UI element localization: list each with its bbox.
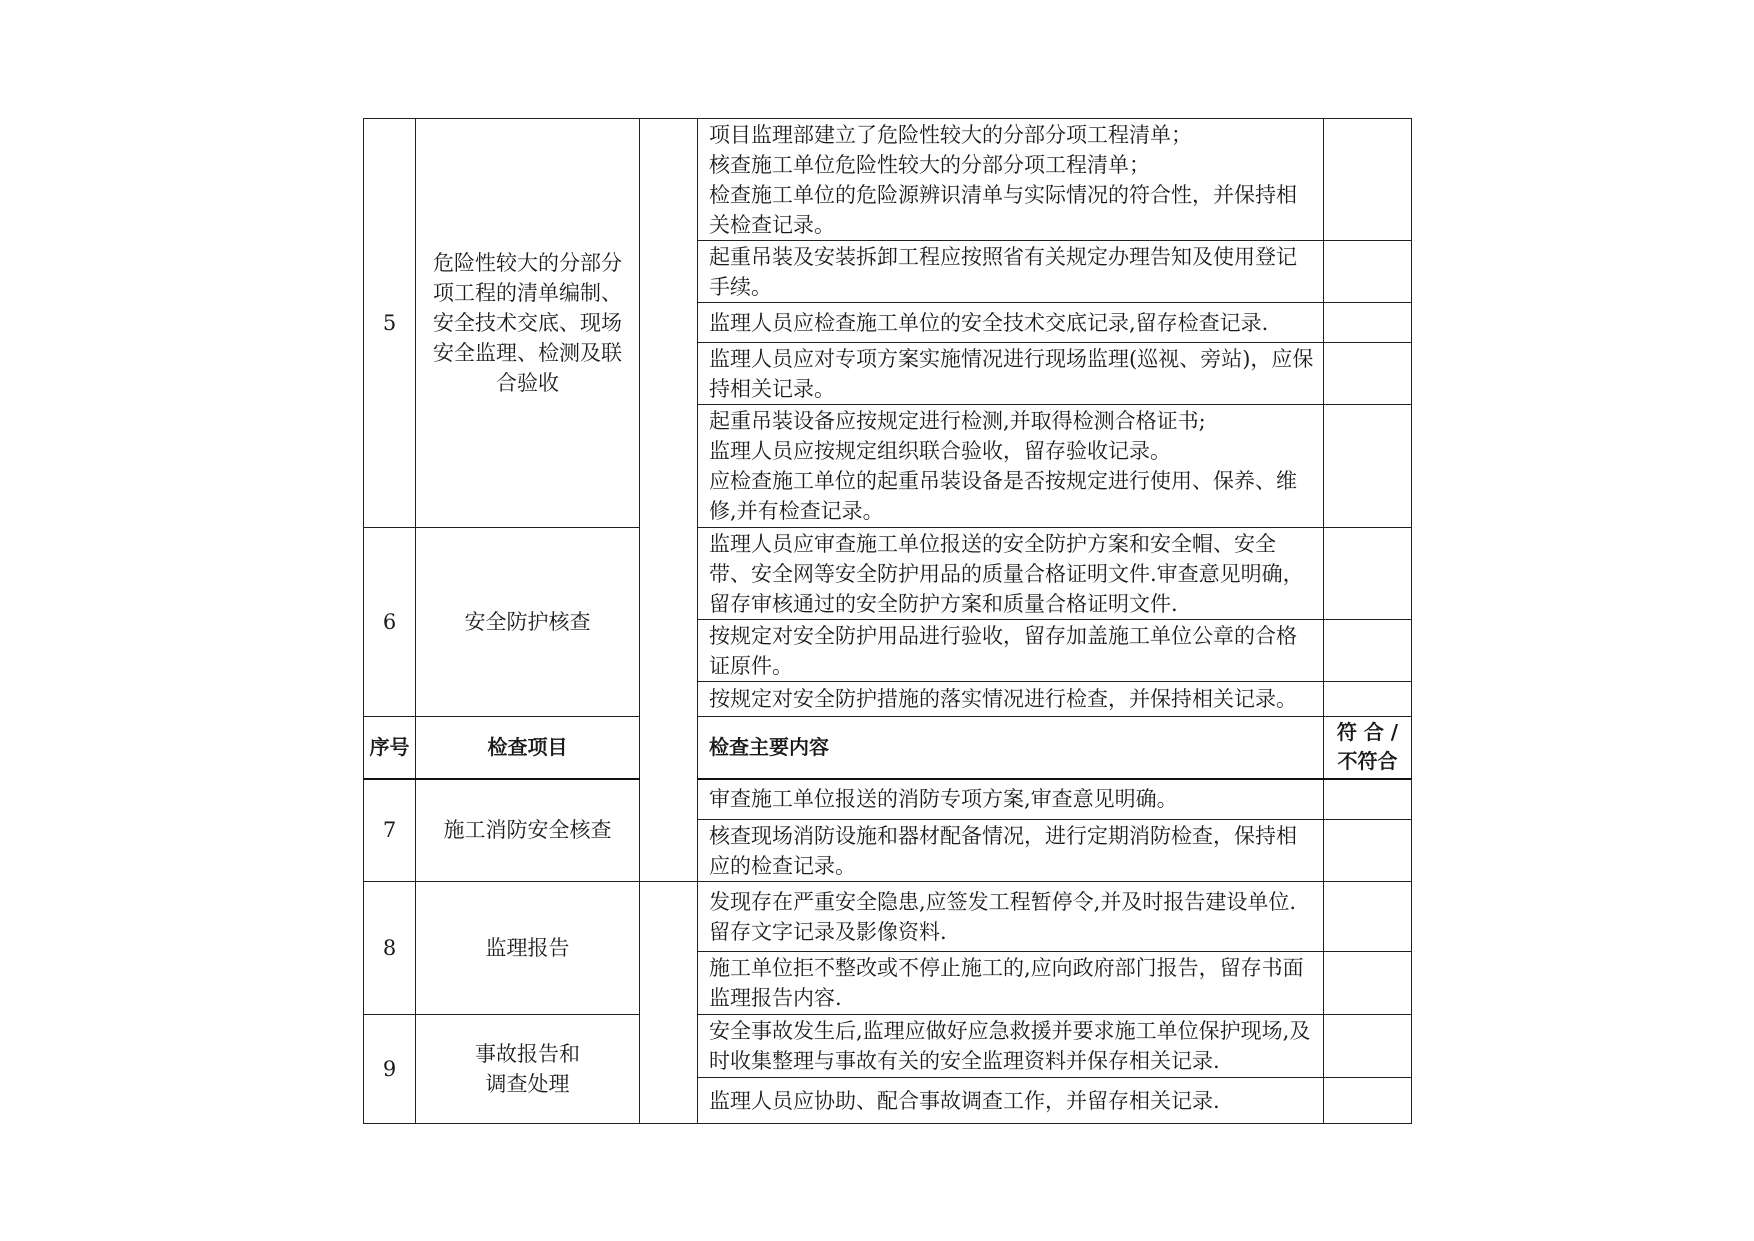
check-item-cell: 监理报告 [416, 882, 640, 1015]
content-header: 检查主要内容 [698, 717, 1324, 779]
result-cell[interactable] [1324, 119, 1412, 241]
result-cell[interactable] [1324, 343, 1412, 405]
content-cell: 施工单位拒不整改或不停止施工的,应向政府部门报告，留存书面监理报告内容. [698, 952, 1324, 1015]
content-cell: 安全事故发生后,监理应做好应急救援并要求施工单位保护现场,及时收集整理与事故有关的安全监理资料并保存相关记录. [698, 1015, 1324, 1078]
table-row [364, 779, 1412, 820]
result-cell[interactable] [1324, 952, 1412, 1015]
content-cell: 发现存在严重安全隐患,应签发工程暂停令,并及时报告建设单位.留存文字记录及影像资料. [698, 882, 1324, 952]
result-cell[interactable] [1324, 303, 1412, 343]
seq-cell: 6 [364, 528, 416, 717]
result-cell[interactable] [1324, 1078, 1412, 1124]
check-item-cell: 危险性较大的分部分项工程的清单编制、安全技术交底、现场安全监理、检测及联合验收 [416, 119, 640, 528]
content-line: 应检查施工单位的起重吊装设备是否按规定进行使用、保养、维修,并有检查记录。 [709, 469, 1297, 523]
inspection-table [363, 118, 1412, 1124]
result-cell[interactable] [1324, 820, 1412, 882]
blank-column-cell [640, 119, 698, 882]
result-cell[interactable] [1324, 882, 1412, 952]
result-header-line: 不符合 [1337, 749, 1398, 774]
result-cell[interactable] [1324, 405, 1412, 528]
seq-cell: 9 [364, 1015, 416, 1124]
result-header-line: 符 合 / [1336, 720, 1399, 745]
result-cell[interactable] [1324, 682, 1412, 717]
content-cell: 起重吊装及安装拆卸工程应按照省有关规定办理告知及使用登记手续。 [698, 241, 1324, 303]
seq-cell: 5 [364, 119, 416, 528]
content-cell: 核查现场消防设施和器材配备情况，进行定期消防检查，保持相应的检查记录。 [698, 820, 1324, 882]
blank-column-cell [640, 882, 698, 1124]
check-item-cell [416, 1015, 640, 1124]
content-cell: 监理人员应对专项方案实施情况进行现场监理(巡视、旁站)，应保持相关记录。 [698, 343, 1324, 405]
table-row [364, 528, 1412, 620]
result-cell[interactable] [1324, 779, 1412, 820]
content-line: 起重吊装设备应按规定进行检测,并取得检测合格证书; [709, 409, 1206, 433]
content-cell: 按规定对安全防护措施的落实情况进行检查，并保持相关记录。 [698, 682, 1324, 717]
content-cell: 审查施工单位报送的消防专项方案,审查意见明确。 [698, 779, 1324, 820]
content-cell: 按规定对安全防护用品进行验收，留存加盖施工单位公章的合格证原件。 [698, 620, 1324, 682]
content-line: 监理人员应按规定组织联合验收，留存验收记录。 [709, 439, 1171, 463]
result-header [1324, 717, 1412, 779]
table-row [364, 1015, 1412, 1078]
check-item-cell: 安全防护核查 [416, 528, 640, 717]
content-cell: 监理人员应协助、配合事故调查工作，并留存相关记录. [698, 1078, 1324, 1124]
content-line: 核查施工单位危险性较大的分部分项工程清单； [709, 152, 1150, 177]
check-item-line: 事故报告和 [475, 1042, 580, 1066]
seq-cell: 7 [364, 779, 416, 882]
content-cell [698, 119, 1324, 241]
check-item-cell: 施工消防安全核查 [416, 779, 640, 882]
result-cell[interactable] [1324, 241, 1412, 303]
seq-cell: 8 [364, 882, 416, 1015]
result-cell[interactable] [1324, 1015, 1412, 1078]
content-cell: 监理人员应审查施工单位报送的安全防护方案和安全帽、安全带、安全网等安全防护用品的质量合格证明文件.审查意见明确，留存审核通过的安全防护方案和质量合格证明文件. [698, 528, 1324, 620]
seq-header: 序号 [364, 717, 416, 779]
content-cell [698, 405, 1324, 528]
result-cell[interactable] [1324, 620, 1412, 682]
table-row [364, 119, 1412, 241]
content-line: 项目监理部建立了危险性较大的分部分项工程清单； [709, 122, 1192, 147]
table-header-row [364, 717, 1412, 779]
content-line: 检查施工单位的危险源辨识清单与实际情况的符合性，并保持相关检查记录。 [709, 182, 1297, 237]
result-cell[interactable] [1324, 528, 1412, 620]
content-cell: 监理人员应检查施工单位的安全技术交底记录,留存检查记录. [698, 303, 1324, 343]
item-header: 检查项目 [416, 717, 640, 779]
check-item-line: 调查处理 [485, 1072, 570, 1096]
table-row [364, 882, 1412, 952]
